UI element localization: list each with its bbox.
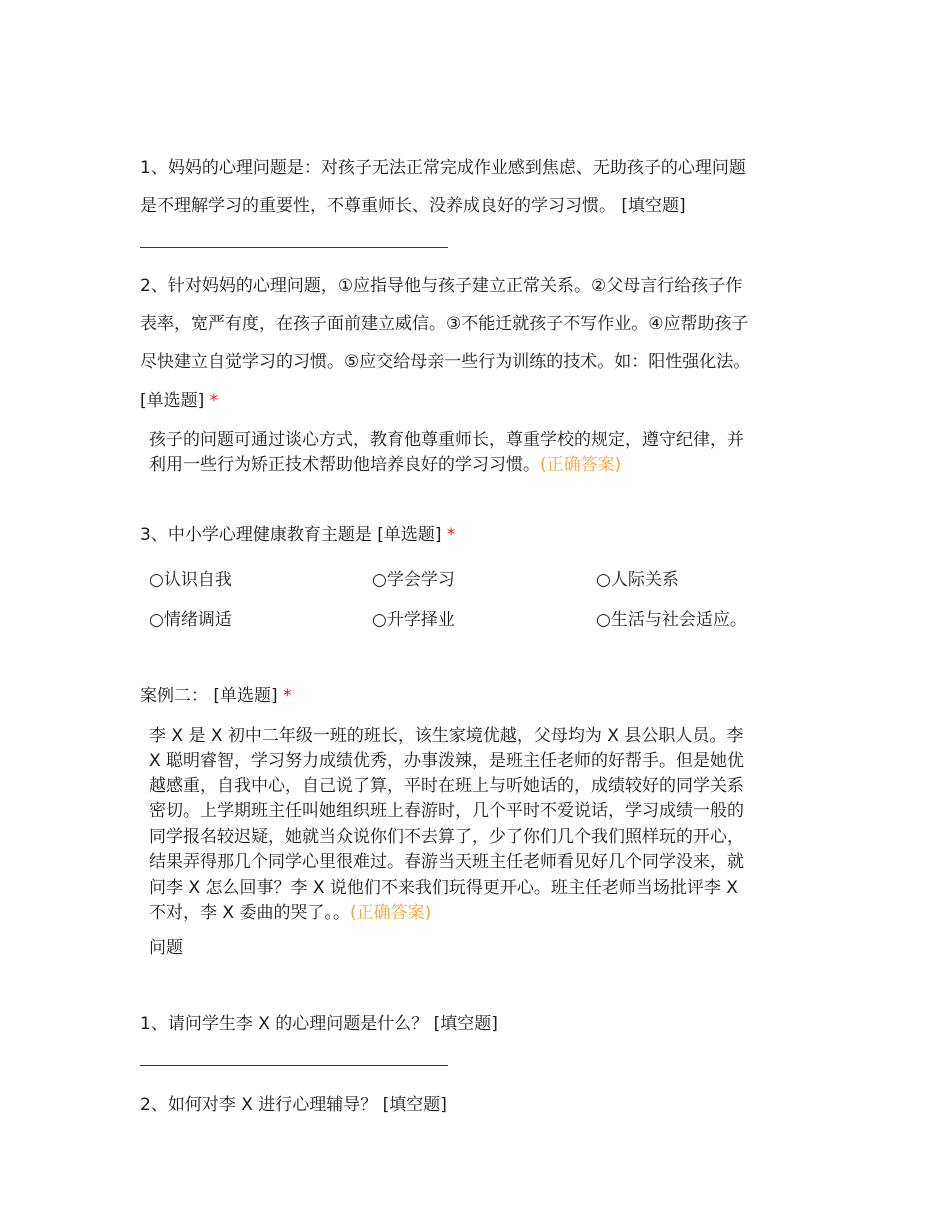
question-title: 案例二： [单选题] <box>140 686 278 706</box>
correct-answer-tag: (正确答案) <box>540 455 622 475</box>
c2q1-title: 1、请问学生李 X 的心理问题是什么？ [填空题] <box>140 1014 498 1034</box>
case2-sub: 问题 <box>149 938 183 958</box>
q2-line: 尽快建立自觉学习的习惯。⑤应交给母亲一些行为训练的技术。如：阳性强化法。 <box>140 352 751 372</box>
case2-line[interactable]: 密切。上学期班主任叫她组织班上春游时，几个平时不爱说话，学习成绩一般的 <box>149 801 744 821</box>
q2-answer-line[interactable]: 孩子的问题可通过谈心方式，教育他尊重师长，尊重学校的规定，遵守纪律，并 <box>149 430 744 450</box>
q3-title <box>140 524 455 546</box>
case2-line[interactable]: 李 X 是 X 初中二年级一班的班长，该生家境优越，父母均为 X 县公职人员。李 <box>149 726 744 746</box>
case2-line[interactable]: 越感重，自我中心，自己说了算，平时在班上与听她话的，成绩较好的同学关系 <box>149 776 744 796</box>
q1-line: 是不理解学习的重要性，不尊重师长、没养成良好的学习习惯。 [填空题] <box>140 196 686 216</box>
q3-option[interactable]: ○人际关系 <box>596 570 679 590</box>
q2-line: 表率，宽严有度，在孩子面前建立威信。③不能迁就孩子不写作业。④应帮助孩子 <box>140 314 749 334</box>
answer-text: 利用一些行为矫正技术帮助他培养良好的学习习惯。 <box>149 455 540 475</box>
case2-line[interactable]: 问李 X 怎么回事？李 X 说他们不来我们玩得更开心。班主任老师当场批评李 X <box>149 878 738 898</box>
q2-line: 2、针对妈妈的心理问题，①应指导他与孩子建立正常关系。②父母言行给孩子作 <box>140 276 743 296</box>
case2-line[interactable] <box>149 902 431 924</box>
c2q2-title: 2、如何对李 X 进行心理辅导？ [填空题] <box>140 1095 447 1115</box>
q3-option[interactable]: ○生活与社会适应。 <box>596 610 747 630</box>
q3-option[interactable]: ○认识自我 <box>149 570 232 590</box>
q2-type <box>140 390 218 412</box>
required-asterisk: * <box>283 686 292 706</box>
correct-answer-tag: (正确答案) <box>349 903 432 923</box>
case2-line[interactable]: 结果弄得那几个同学心里很难过。春游当天班主任老师看见好几个同学没来，就 <box>149 852 744 872</box>
case2-line[interactable]: 同学报名较迟疑，她就当众说你们不去算了，少了你们几个我们照样玩的开心， <box>149 827 744 847</box>
q3-option[interactable]: ○学会学习 <box>372 570 455 590</box>
q1-answer-blank[interactable] <box>140 247 448 248</box>
required-asterisk: * <box>446 525 456 545</box>
case2-line[interactable]: X 聪明睿智，学习努力成绩优秀，办事泼辣，是班主任老师的好帮手。但是她优 <box>149 751 745 771</box>
q3-option[interactable]: ○情绪调适 <box>149 610 232 630</box>
q2-answer-line[interactable] <box>149 454 621 476</box>
q1-line: 1、妈妈的心理问题是：对孩子无法正常完成作业感到焦虑、无助孩子的心理问题 <box>140 158 746 178</box>
answer-text: 不对，李 X 委曲的哭了。。 <box>149 903 350 923</box>
question-title: 3、中小学心理健康教育主题是 [单选题] <box>140 525 442 545</box>
case2-title <box>140 685 292 707</box>
q3-option[interactable]: ○升学择业 <box>372 610 455 630</box>
required-asterisk: * <box>209 391 219 411</box>
question-type: [单选题] <box>140 391 205 411</box>
c2q1-answer-blank[interactable] <box>140 1065 448 1066</box>
